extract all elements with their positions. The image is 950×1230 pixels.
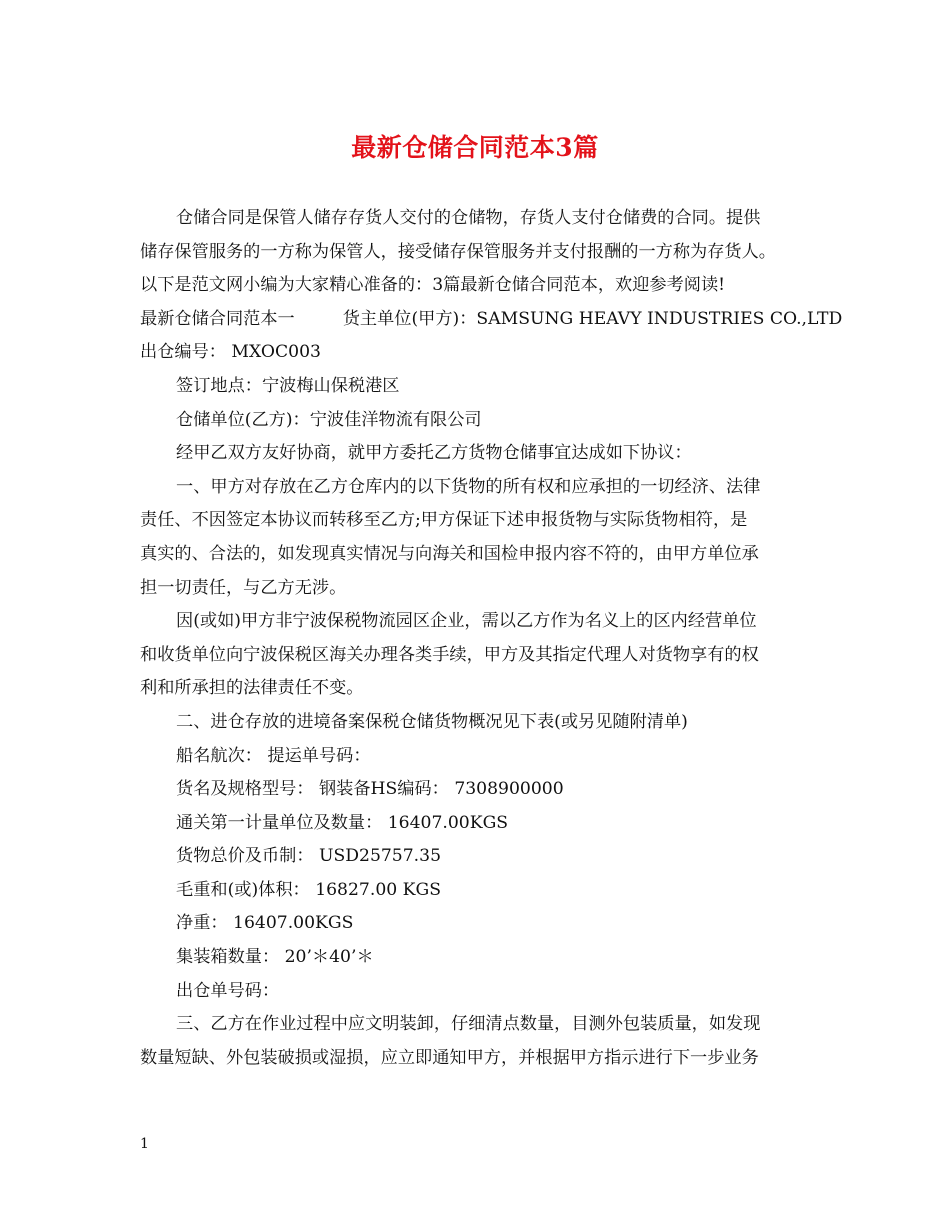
paragraph-line: 三、乙方在作业过程中应文明装卸，仔细清点数量，目测外包装质量，如发现 [176, 1014, 761, 1035]
paragraph-line: 净重： 16407.00KGS [176, 913, 354, 934]
paragraph-line: 二、进仓存放的进境备案保税仓储货物概况见下表(或另见随附清单) [176, 711, 688, 732]
paragraph-line: 毛重和(或)体积： 16827.00 KGS [176, 879, 442, 900]
paragraph-line: 一、甲方对存放在乙方仓库内的以下货物的所有权和应承担的一切经济、法律 [176, 476, 761, 497]
document-title: 最新仓储合同范本3篇 [351, 133, 599, 162]
paragraph-line: 签订地点：宁波梅山保税港区 [176, 375, 400, 396]
paragraph-line: 担一切责任，与乙方无涉。 [140, 577, 347, 598]
paragraph-line: 经甲乙双方友好协商，就甲方委托乙方货物仓储事宜达成如下协议： [176, 443, 692, 464]
document-body [140, 202, 843, 1075]
section-heading: 最新仓储合同范本一 [140, 308, 295, 329]
paragraph-line: 责任、不因签定本协议而转移至乙方;甲方保证下述申报货物与实际货物相符，是 [140, 510, 748, 531]
paragraph-line: 真实的、合法的，如发现真实情况与向海关和国检申报内容不符的，由甲方单位承 [140, 543, 759, 564]
paragraph-line: 仓储合同是保管人储存存货人交付的仓储物，存货人支付仓储费的合同。提供 [176, 208, 761, 228]
paragraph-line [140, 303, 843, 337]
paragraph-line: 储存保管服务的一方称为保管人，接受储存保管服务并支付报酬的一方称为存货人。 [140, 241, 776, 262]
paragraph-line: 通关第一计量单位及数量： 16407.00KGS [176, 812, 509, 833]
page-number: 1 [140, 1136, 149, 1152]
cargo-owner-line: 货主单位(甲方)：SAMSUNG HEAVY INDUSTRIES CO.,LTD [342, 308, 843, 329]
paragraph-line: 利和所承担的法律责任不变。 [140, 678, 364, 699]
paragraph-line: 以下是范文网小编为大家精心准备的：3篇最新仓储合同范本，欢迎参考阅读! [140, 275, 726, 296]
paragraph-line: 集装箱数量： 20’＊40’＊ [176, 947, 374, 968]
paragraph-line: 出仓编号： MXOC003 [140, 342, 321, 363]
paragraph-line: 和收货单位向宁波保税区海关办理各类手续，甲方及其指定代理人对货物享有的权 [140, 644, 759, 665]
paragraph-line: 出仓单号码： [176, 980, 280, 1001]
paragraph-line: 仓储单位(乙方)：宁波佳洋物流有限公司 [176, 409, 482, 430]
paragraph-line: 船名航次： 提运单号码： [176, 745, 371, 766]
paragraph-line: 因(或如)甲方非宁波保税物流园区企业，需以乙方作为名义上的区内经营单位 [176, 611, 757, 632]
paragraph-line: 货物总价及币制： USD25757.35 [176, 846, 442, 867]
paragraph-line: 货名及规格型号： 钢装备HS编码： 7308900000 [176, 779, 564, 800]
paragraph-line: 数量短缺、外包装破损或湿损，应立即通知甲方，并根据甲方指示进行下一步业务 [140, 1047, 759, 1068]
